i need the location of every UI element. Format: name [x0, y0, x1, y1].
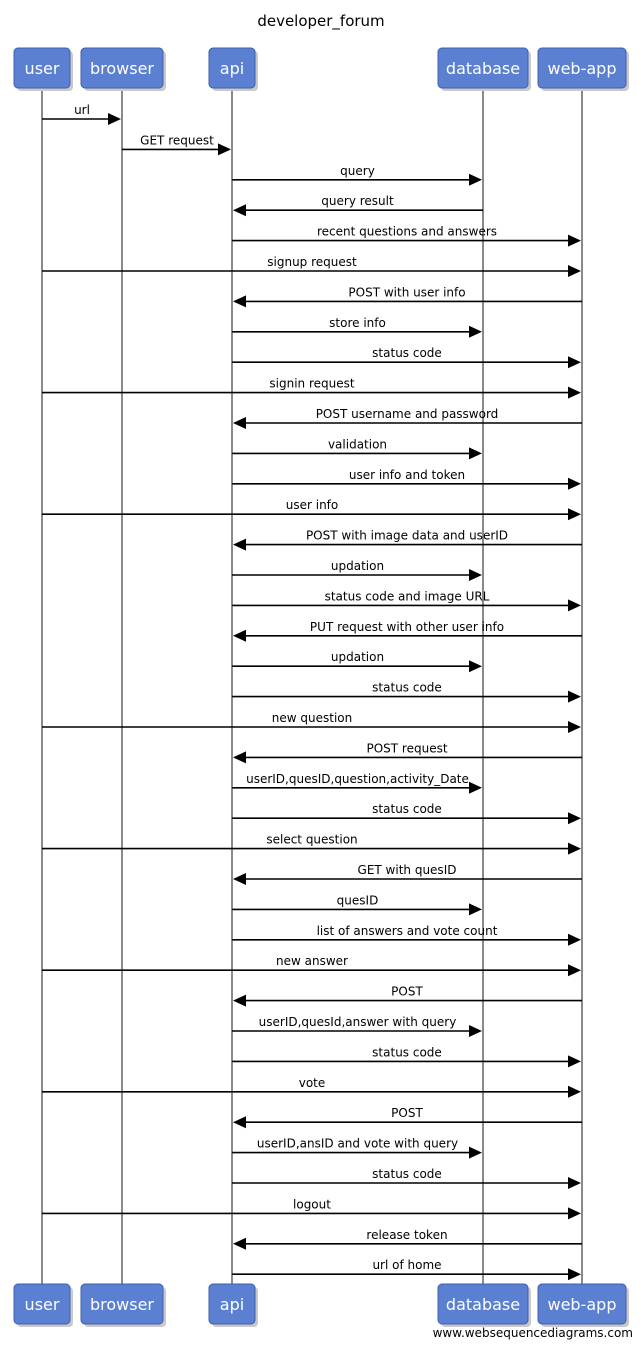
arrowhead: [233, 295, 246, 307]
actor-api-bottom: [209, 1284, 258, 1327]
arrowhead: [469, 174, 482, 186]
message-label: store info: [329, 315, 386, 330]
arrowhead: [469, 447, 482, 459]
actor-user-top: [14, 48, 73, 91]
message-label: GET with quesID: [357, 863, 457, 877]
diagram-title: developer_forum: [257, 12, 385, 30]
arrowhead: [568, 508, 581, 520]
message-label: updation: [330, 650, 385, 665]
arrowhead: [233, 539, 246, 551]
message-9: [232, 346, 581, 368]
arrowhead: [233, 1238, 246, 1250]
message-label: select question: [266, 832, 358, 847]
arrowhead: [233, 751, 246, 763]
arrowhead: [568, 721, 581, 733]
arrowhead: [568, 478, 581, 490]
message-28: [232, 924, 581, 946]
arrowhead: [233, 417, 246, 429]
actor-api-top: [209, 48, 258, 91]
message-12: [232, 437, 482, 459]
message-label: user info: [285, 498, 339, 513]
message-label: status code: [372, 1167, 442, 1181]
message-label: query: [340, 163, 375, 178]
arrowhead: [568, 1207, 581, 1219]
message-label: POST with user info: [348, 285, 466, 300]
message-19: [232, 650, 482, 672]
message-label: list of answers and vote count: [316, 923, 498, 938]
arrowhead: [469, 1025, 482, 1037]
arrowhead: [568, 265, 581, 277]
message-26: [233, 863, 582, 885]
message-label: POST with image data and userID: [305, 528, 509, 543]
actor-label: api: [219, 1295, 245, 1314]
message-31: [232, 1015, 482, 1037]
actor-browser-bottom: [81, 1284, 166, 1327]
message-label: status code: [372, 680, 442, 695]
actor-database-bottom: [438, 1284, 531, 1327]
message-36: [232, 1167, 581, 1189]
actor-database-top: [438, 48, 531, 91]
message-13: [232, 468, 581, 490]
message-8: [232, 316, 482, 338]
message-label: POST: [391, 984, 423, 999]
message-label: vote: [298, 1075, 326, 1090]
message-label: updation: [330, 559, 385, 573]
actor-label: web-app: [547, 59, 617, 78]
arrowhead: [568, 235, 581, 247]
arrowhead: [568, 964, 581, 976]
arrowhead: [568, 691, 581, 703]
message-label: status code: [372, 1045, 442, 1060]
message-label: signup request: [267, 255, 357, 269]
message-27: [232, 893, 482, 915]
arrowhead: [108, 113, 121, 125]
message-30: [233, 985, 582, 1007]
actor-label: database: [445, 59, 521, 78]
arrowhead: [568, 1055, 581, 1067]
message-label: quesID: [336, 893, 379, 908]
message-4: [233, 194, 483, 216]
message-11: [233, 407, 582, 429]
arrowhead: [469, 326, 482, 338]
message-23: [232, 772, 482, 794]
message-38: [233, 1228, 582, 1250]
actor-label: browser: [89, 1295, 155, 1314]
arrowhead: [568, 812, 581, 824]
arrowhead: [568, 1177, 581, 1189]
message-label: PUT request with other user info: [309, 619, 505, 634]
arrowhead: [233, 1116, 246, 1128]
arrowhead: [469, 1147, 482, 1159]
message-39: [232, 1258, 581, 1280]
message-label: userID,ansID and vote with query: [256, 1136, 459, 1151]
message-label: new question: [271, 711, 353, 725]
arrowhead: [469, 569, 482, 581]
message-label: url: [74, 103, 90, 117]
arrowhead: [568, 934, 581, 946]
message-label: status code: [372, 346, 442, 361]
actor-label: api: [219, 59, 245, 78]
message-5: [232, 225, 581, 247]
arrowhead: [469, 660, 482, 672]
message-7: [233, 285, 582, 307]
arrowhead: [568, 1268, 581, 1280]
actor-label: browser: [89, 59, 155, 78]
actor-label: user: [24, 59, 60, 78]
arrowhead: [568, 1086, 581, 1098]
message-label: new answer: [276, 954, 348, 969]
arrowhead: [469, 903, 482, 915]
actor-label: web-app: [547, 1295, 617, 1314]
actor-label: database: [445, 1295, 521, 1314]
footer-credit: www.websequencediagrams.com: [432, 1326, 633, 1340]
message-label: GET request: [140, 133, 214, 148]
message-label: signin request: [269, 376, 355, 391]
message-label: recent questions and answers: [316, 224, 498, 239]
arrowhead: [233, 204, 246, 216]
message-label: release token: [366, 1227, 448, 1242]
actor-webapp-top: [538, 48, 629, 91]
message-17: [232, 589, 581, 611]
message-35: [232, 1137, 482, 1159]
message-16: [232, 559, 482, 581]
message-20: [232, 681, 581, 703]
arrowhead: [568, 356, 581, 368]
message-2: [122, 133, 231, 155]
message-22: [233, 741, 582, 763]
actor-label: user: [24, 1295, 60, 1314]
message-24: [232, 802, 581, 824]
message-18: [233, 620, 582, 642]
arrowhead: [568, 387, 581, 399]
message-label: userID,quesID,question,activity_Date: [246, 771, 469, 786]
message-label: url of home: [372, 1258, 442, 1273]
arrowhead: [568, 843, 581, 855]
message-label: status code: [372, 802, 442, 817]
message-15: [233, 529, 582, 551]
message-label: POST: [391, 1106, 423, 1121]
arrowhead: [218, 143, 231, 155]
message-label: status code and image URL: [324, 589, 490, 604]
message-34: [233, 1106, 582, 1128]
arrowhead: [233, 995, 246, 1007]
arrowhead: [469, 782, 482, 794]
message-label: POST request: [366, 741, 448, 756]
actor-user-bottom: [14, 1284, 73, 1327]
message-label: logout: [293, 1197, 331, 1212]
message-1: [42, 103, 121, 125]
message-label: userID,quesId,answer with query: [258, 1015, 457, 1029]
arrowhead: [233, 873, 246, 885]
actor-browser-top: [81, 48, 166, 91]
message-3: [232, 164, 482, 186]
message-32: [232, 1045, 581, 1067]
arrowhead: [233, 630, 246, 642]
arrowhead: [568, 599, 581, 611]
actor-webapp-bottom: [538, 1284, 629, 1327]
message-label: query result: [321, 194, 394, 209]
message-label: POST username and password: [315, 407, 499, 421]
message-label: validation: [327, 437, 388, 452]
message-label: user info and token: [348, 467, 466, 482]
